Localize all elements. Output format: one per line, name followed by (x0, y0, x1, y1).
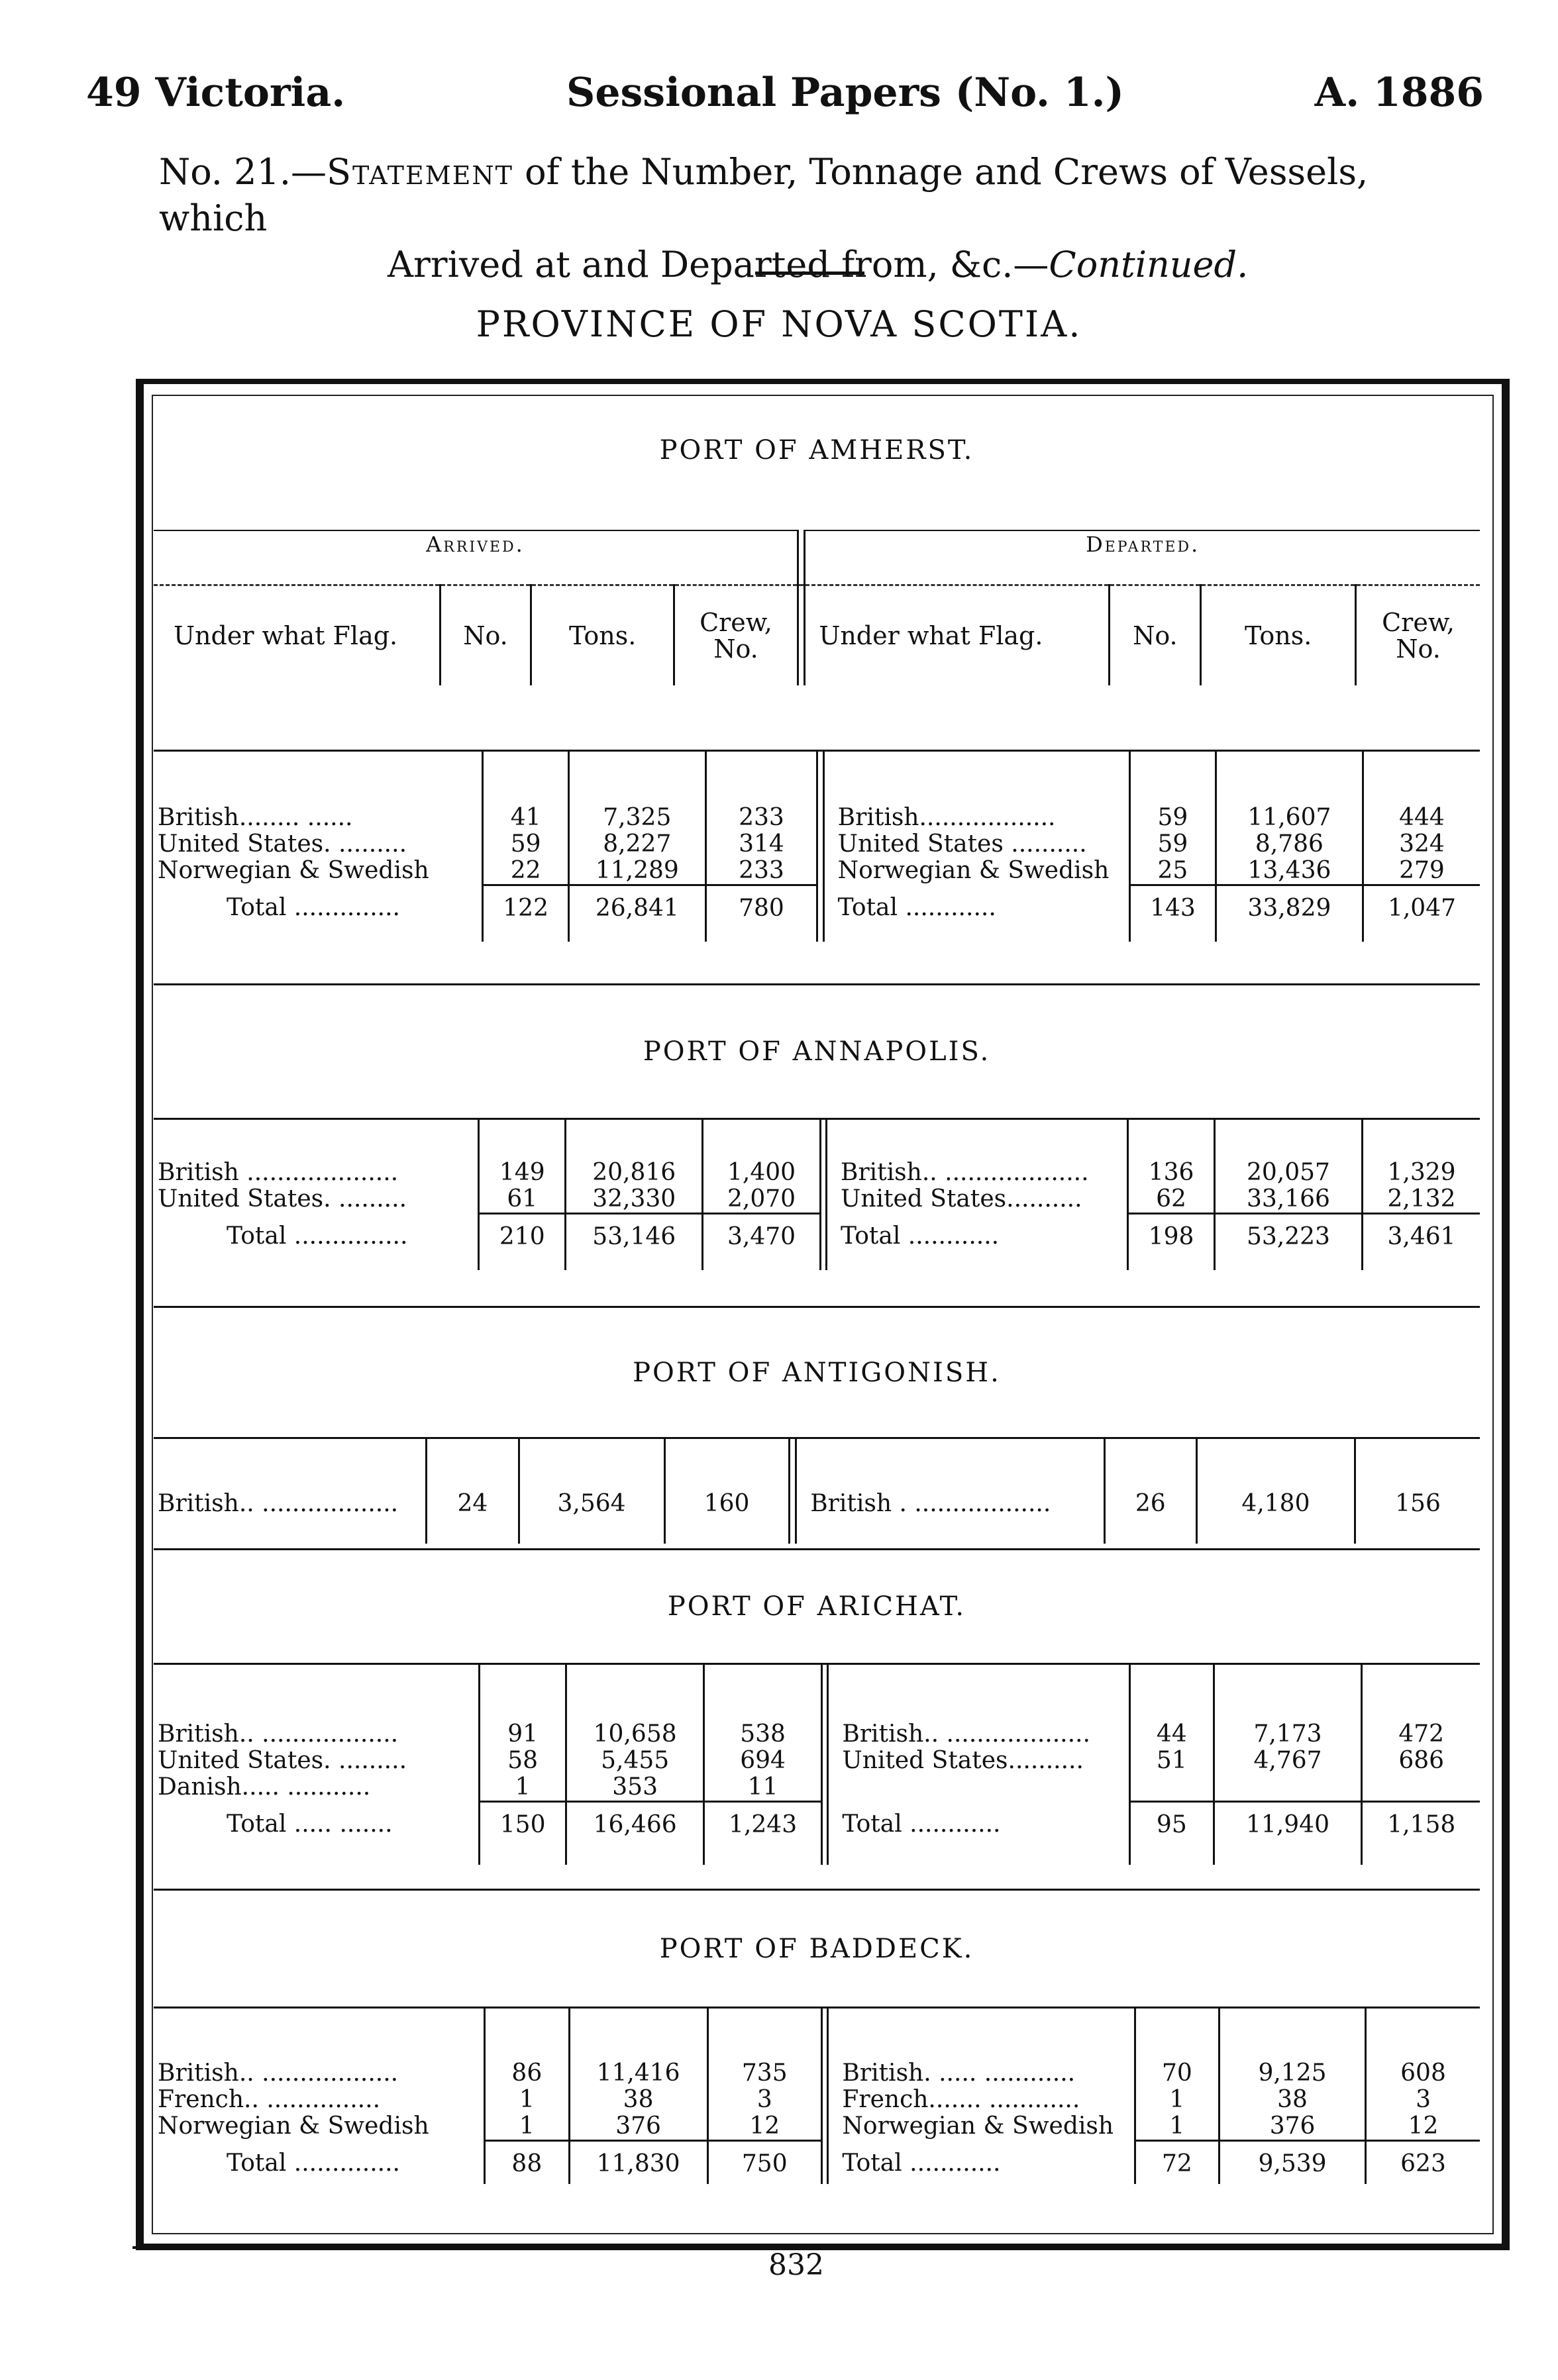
col-flag-departed: Under what Flag. (805, 585, 1110, 686)
arrived-tons: 20,816 (566, 1160, 703, 1186)
arrived-crew: 12 (707, 2113, 821, 2141)
arrived-tons: 5,455 (566, 1748, 704, 1774)
title-divider (755, 272, 864, 275)
arrived-tons: 11,416 (569, 2060, 707, 2087)
arrived-crew: 11 (704, 1774, 822, 1802)
arrived-total-label: Total ............... (227, 1222, 408, 1250)
arrived-no: 41 (483, 805, 569, 831)
arrived-crew: 538 (704, 1721, 822, 1748)
departed-flag: United States .......... (837, 830, 1087, 858)
departed-crew: 324 (1363, 831, 1480, 858)
departed-total-label: Total ............ (841, 1222, 1000, 1250)
col-tons-arrived: Tons. (531, 585, 674, 686)
departed-no: 59 (1129, 831, 1216, 858)
departed-tons: 20,057 (1214, 1160, 1362, 1186)
departed-flag: British. ..... ............ (842, 2059, 1076, 2087)
arrived-crew: 160 (664, 1491, 789, 1517)
arrived-no: 22 (483, 858, 569, 885)
col-flag-arrived: Under what Flag. (154, 585, 440, 686)
departed-tons: 7,173 (1214, 1721, 1362, 1748)
departed-no: 51 (1130, 1748, 1214, 1774)
arrived-crew: 2,070 (703, 1186, 820, 1214)
arrived-no: 58 (480, 1748, 566, 1774)
departed-total-no: 143 (1129, 885, 1216, 929)
arrived-flag: Norwegian & Swedish (158, 2112, 429, 2140)
arrived-flag: British .................... (158, 1159, 399, 1186)
arrived-total-no: 210 (479, 1214, 566, 1258)
port-annapolis (154, 983, 1480, 1270)
departed-no: 26 (1104, 1491, 1196, 1517)
departed-no: 136 (1128, 1160, 1215, 1186)
arrived-flag: United States. ......... (158, 1747, 407, 1774)
arrived-tons: 7,325 (569, 805, 705, 831)
table-row (154, 1721, 1480, 1748)
header-right: A. 1886 (1314, 70, 1484, 116)
departed-total-tons: 11,940 (1214, 1802, 1362, 1846)
departed-tons: 11,607 (1216, 805, 1363, 831)
departed-tons: 38 (1220, 2087, 1366, 2113)
table-row (154, 1774, 1480, 1802)
departed-crew: 3 (1366, 2087, 1480, 2113)
title-line2 (159, 242, 1404, 288)
port-name: PORT OF ARICHAT. (154, 1550, 1480, 1664)
departed-crew: 279 (1363, 858, 1480, 885)
arrived-total-tons: 53,146 (566, 1214, 703, 1258)
header-center: Sessional Papers (No. 1.) (566, 70, 1124, 116)
arrived-heading: Arrived. (154, 530, 798, 585)
arrived-no: 59 (483, 831, 569, 858)
departed-flag: United States.......... (842, 1747, 1084, 1774)
col-no-arrived: No. (440, 585, 531, 686)
departed-total-label: Total ............ (842, 1810, 1001, 1838)
departed-total-crew: 623 (1366, 2141, 1480, 2185)
arrived-total-label: Total ..... ....... (227, 1810, 393, 1838)
port-baddeck (154, 1889, 1480, 2184)
departed-flag: United States.......... (841, 1185, 1082, 1213)
header-left: 49 Victoria. (86, 70, 346, 116)
departed-total-label: Total ............ (842, 2149, 1001, 2177)
departed-crew: 1,329 (1363, 1160, 1480, 1186)
arrived-total-tons: 16,466 (566, 1802, 704, 1846)
arrived-total-no: 88 (485, 2141, 569, 2185)
departed-total-crew: 1,047 (1363, 885, 1480, 929)
running-header (73, 70, 1484, 129)
departed-flag: British.................. (837, 804, 1056, 831)
arrived-total-crew: 3,470 (703, 1214, 820, 1258)
departed-no: 59 (1129, 805, 1216, 831)
arrived-crew: 735 (707, 2060, 821, 2087)
arrived-no: 1 (480, 1774, 566, 1802)
table-row (154, 2087, 1480, 2113)
arrived-flag: British........ ...... (158, 804, 353, 831)
departed-crew: 12 (1366, 2113, 1480, 2141)
departed-tons: 9,125 (1220, 2060, 1366, 2087)
departed-tons: 33,166 (1214, 1186, 1362, 1214)
departed-heading: Departed. (805, 530, 1480, 585)
departed-no: 62 (1128, 1186, 1215, 1214)
departed-total-no: 72 (1135, 2141, 1219, 2185)
departed-no: 1 (1135, 2087, 1219, 2113)
departed-total-tons: 9,539 (1220, 2141, 1366, 2185)
title-continued: Continued. (1049, 244, 1249, 285)
port-name: PORT OF ANNAPOLIS. (154, 985, 1480, 1119)
table-row (154, 1748, 1480, 1774)
col-crew-departed: Crew, No. (1356, 585, 1480, 686)
title-statement: Statement (327, 151, 513, 193)
departed-flag: Norwegian & Swedish (837, 857, 1110, 884)
arrived-no: 86 (485, 2060, 569, 2087)
table-row (154, 805, 1480, 831)
departed-crew: 608 (1366, 2060, 1480, 2087)
total-row (154, 1214, 1480, 1258)
departed-crew: 444 (1363, 805, 1480, 831)
table-row (154, 1160, 1480, 1186)
arrived-flag: French.. ............... (158, 2086, 381, 2113)
col-tons-departed: Tons. (1201, 585, 1356, 686)
table-row (154, 1491, 1480, 1517)
departed-crew: 2,132 (1363, 1186, 1480, 1214)
column-headers (154, 530, 1480, 685)
departed-total-no: 95 (1130, 1802, 1214, 1846)
departed-total-tons: 53,223 (1214, 1214, 1362, 1258)
departed-tons: 13,436 (1216, 858, 1363, 885)
arrived-tons: 3,564 (519, 1491, 664, 1517)
arrived-no: 61 (479, 1186, 566, 1214)
arrived-total-crew: 1,243 (704, 1802, 822, 1846)
arrived-total-no: 122 (483, 885, 569, 929)
arrived-tons: 376 (569, 2113, 707, 2141)
arrived-total-crew: 750 (707, 2141, 821, 2185)
arrived-total-no: 150 (480, 1802, 566, 1846)
arrived-no: 1 (485, 2113, 569, 2141)
total-row (154, 2141, 1480, 2185)
departed-total-label: Total ............ (837, 893, 996, 921)
departed-flag: French....... ............ (842, 2086, 1080, 2113)
arrived-total-label: Total .............. (227, 2149, 400, 2177)
departed-no: 70 (1135, 2060, 1219, 2087)
port-arichat (154, 1548, 1480, 1865)
departed-no: 25 (1129, 858, 1216, 885)
departed-tons: 376 (1220, 2113, 1366, 2141)
arrived-flag: British.. .................. (158, 2059, 399, 2087)
arrived-no: 1 (485, 2087, 569, 2113)
table-row (154, 2113, 1480, 2141)
departed-total-no: 198 (1128, 1214, 1215, 1258)
arrived-total-label: Total .............. (227, 893, 400, 921)
arrived-flag: Danish..... ........... (158, 1773, 371, 1801)
departed-total-tons: 33,829 (1216, 885, 1363, 929)
port-antigonish (154, 1306, 1480, 1544)
page-number: 832 (768, 2248, 824, 2282)
title-rest: of the Number, Tonnage and Crews of Vessels, which (159, 151, 1369, 239)
arrived-flag: United States. ......... (158, 1185, 407, 1213)
table-row (154, 1186, 1480, 1214)
total-row (154, 885, 1480, 929)
departed-total-crew: 3,461 (1363, 1214, 1480, 1258)
departed-crew: 686 (1362, 1748, 1480, 1774)
departed-no: 44 (1130, 1721, 1214, 1748)
col-crew-arrived: Crew, No. (674, 585, 798, 686)
document-title (159, 149, 1404, 288)
arrived-crew: 233 (705, 805, 817, 831)
arrived-tons: 11,289 (569, 858, 705, 885)
arrived-flag: Norwegian & Swedish (158, 857, 429, 884)
arrived-crew: 694 (704, 1748, 822, 1774)
departed-flag: British.. ................... (841, 1159, 1089, 1186)
arrived-tons: 38 (569, 2087, 707, 2113)
departed-flag: British.. ................... (842, 1720, 1090, 1748)
port-name: PORT OF BADDECK. (154, 1890, 1480, 2008)
table-row (154, 2060, 1480, 2087)
title-line2-text: Arrived at and Departed from, &c.— (388, 244, 1049, 285)
center-divider (798, 585, 805, 686)
arrived-tons: 353 (566, 1774, 704, 1802)
arrived-crew: 1,400 (703, 1160, 820, 1186)
departed-tons: 4,767 (1214, 1748, 1362, 1774)
province-heading: PROVINCE OF NOVA SCOTIA. (476, 303, 1082, 345)
arrived-flag: British.. .................. (158, 1720, 399, 1748)
departed-flag: Norwegian & Swedish (842, 2112, 1114, 2140)
departed-crew: 472 (1362, 1721, 1480, 1748)
arrived-total-crew: 780 (705, 885, 817, 929)
arrived-crew: 233 (705, 858, 817, 885)
port-name: PORT OF AMHERST. (659, 435, 974, 466)
arrived-total-tons: 11,830 (569, 2141, 707, 2185)
departed-total-crew: 1,158 (1362, 1802, 1480, 1846)
arrived-crew: 3 (707, 2087, 821, 2113)
port-name: PORT OF ANTIGONISH. (154, 1307, 1480, 1438)
arrived-crew: 314 (705, 831, 817, 858)
arrived-flag: United States. ......... (158, 830, 407, 858)
departed-tons: 8,786 (1216, 831, 1363, 858)
arrived-tons: 32,330 (566, 1186, 703, 1214)
departed-no: 1 (1135, 2113, 1219, 2141)
col-no-departed: No. (1110, 585, 1201, 686)
arrived-flag: British.. .................. (158, 1490, 399, 1517)
port-table-amherst (154, 750, 1480, 942)
arrived-total-tons: 26,841 (569, 885, 705, 929)
departed-tons: 4,180 (1196, 1491, 1355, 1517)
arrived-no: 149 (479, 1160, 566, 1186)
table-row (154, 858, 1480, 885)
total-row (154, 1802, 1480, 1846)
table-row (154, 831, 1480, 858)
port-heading-amherst (154, 430, 1480, 470)
title-number: No. 21.— (159, 151, 327, 193)
departed-flag: British . .................. (810, 1490, 1051, 1517)
arrived-tons: 10,658 (566, 1721, 704, 1748)
arrived-no: 91 (480, 1721, 566, 1748)
arrived-tons: 8,227 (569, 831, 705, 858)
departed-crew: 156 (1355, 1491, 1480, 1517)
center-divider (798, 530, 805, 585)
arrived-no: 24 (427, 1491, 519, 1517)
